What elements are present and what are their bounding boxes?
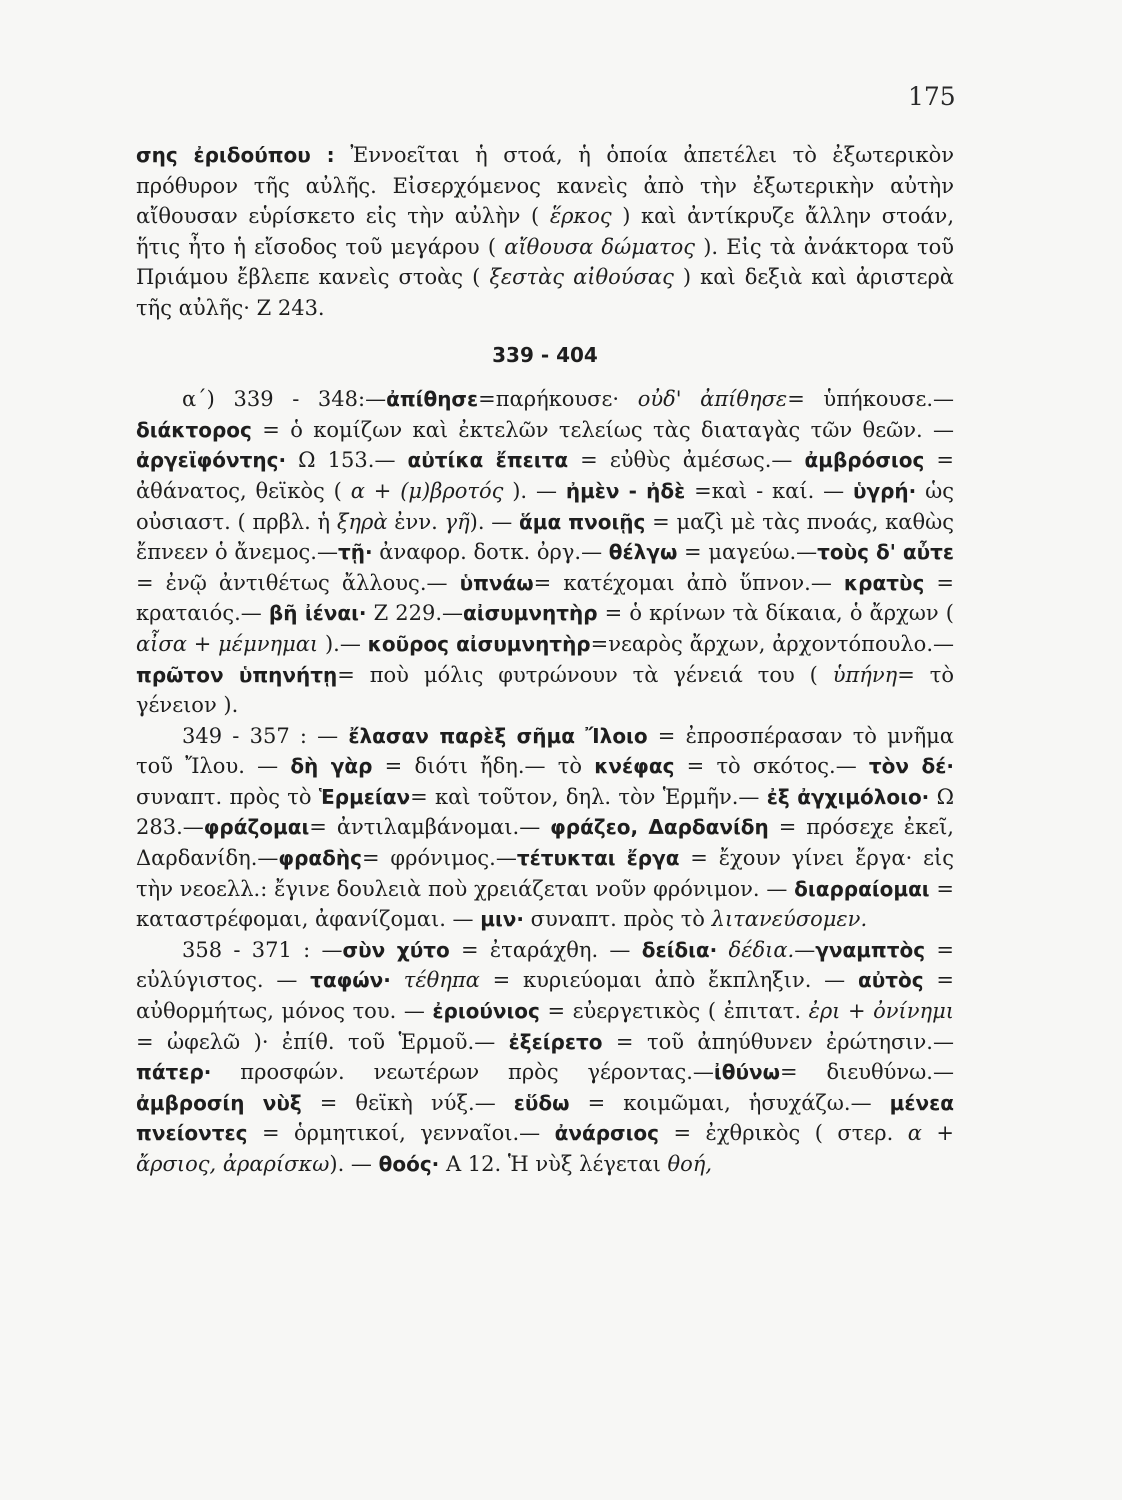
lemma: αὐτίκα ἔπειτα (407, 448, 569, 473)
gloss: ). — (469, 509, 520, 534)
lemma: ὑγρή· (852, 478, 917, 503)
gloss: ) καὶ δεξιὰ καὶ ἀριστερὰ τῆς αὐλῆς· Ζ 243. (136, 265, 954, 320)
greek-term: ἕρκος (549, 204, 623, 229)
gloss: Ἐννοεῖται ἡ στοά, ἡ ὁποία ἀπετέλει τὸ ἐξωτερικὸν πρόθυρον τῆς αὐλῆς. Εἰσερχόμενος κανεὶς ἀπὸ τὴν ἐξωτερικὴν αὐτὴν αἴθουσαν εὑρίσκετο εἰς τὴν αὐλὴν ( (136, 143, 954, 229)
gloss: = τὸ σκότος.— (674, 754, 869, 779)
gloss: ). — (329, 1152, 379, 1176)
lemma: ἐριούνιος (432, 999, 540, 1024)
lemma: δείδια· (641, 937, 718, 962)
lemma: ἐξείρετο (508, 1029, 603, 1054)
gloss: = ποὺ μόλις φυτρώνουν τὰ γένειά του ( (337, 662, 833, 687)
lemma: κνέφας (594, 754, 675, 779)
lemma: φράζομαι (203, 815, 310, 840)
greek-term: θοή, (667, 1152, 713, 1176)
lemma: δὴ γὰρ (290, 754, 373, 779)
lemma: μένεα πνείοντες (136, 1090, 954, 1146)
lemma: ὑπνάω (459, 570, 534, 595)
gloss: = ἀθάνατος, θεϊκὸς ( (136, 448, 954, 503)
gloss: = πρόσεχε ἐκεῖ, Δαρδανίδη.— (136, 815, 954, 871)
greek-term: οὐδ' ἀπίθησε (637, 387, 788, 412)
gloss: Α 12. Ἡ νὺξ λέγεται (439, 1152, 668, 1176)
lemma: μιν· (480, 907, 524, 932)
gloss: = κατέχομαι ἀπὸ ὕπνον.— (533, 570, 844, 595)
gloss: συναπτ. πρὸς τὸ (136, 784, 319, 809)
lemma: ἀπίθησε (386, 387, 479, 412)
greek-term: λιτανεύσομεν. (711, 907, 868, 932)
gloss: = μαγεύω.— (677, 540, 818, 565)
lemma: ἀμβρόσιος (804, 448, 925, 473)
paragraph-349-357 (136, 721, 954, 935)
gloss (717, 938, 728, 962)
lemma: ἀμβροσίη νὺξ (136, 1090, 302, 1115)
gloss: = ὠφελῶ )· ἐπίθ. τοῦ Ἑρμοῦ.— (136, 1029, 509, 1054)
lemma: σὺν χύτο (342, 937, 450, 962)
greek-term: α + (μ)βροτός (350, 478, 513, 503)
gloss: — (794, 937, 816, 962)
lemma: γναμπτὸς (815, 937, 926, 962)
gloss: = θεϊκὴ νύξ.— (301, 1090, 514, 1115)
gloss: = ἐπροσπέρασαν τὸ μνῆμα τοῦ Ἴλου. — (136, 723, 954, 779)
gloss: = ὁρμητικοί, γενναῖοι.— (247, 1121, 555, 1146)
gloss: = ὁ κρίνων τὰ δίκαια, ὁ ἄρχων ( (597, 601, 954, 626)
gloss: = ὑπήκουσε.— (787, 387, 954, 412)
lemma: διαρραίομαι (794, 876, 930, 901)
greek-term: δέδια. (728, 937, 795, 962)
lemma: πάτερ· (136, 1060, 212, 1085)
gloss: =καὶ - καί. — (685, 478, 853, 503)
lemma: ἀνάρσιος (554, 1121, 660, 1146)
gloss: ) καὶ ἀντίκρυζε ἄλλην στοάν, ἥτις ἦτο ἡ εἴσοδος τοῦ μεγάρου ( (136, 204, 954, 259)
lemma: τὸν δέ· (868, 754, 955, 779)
lemma: ταφών· (310, 968, 391, 993)
paragraph-339-348 (136, 384, 954, 721)
gloss: = κυριεύομαι ἀπὸ ἔκπληξιν. — (479, 968, 858, 993)
lemma: αἰσυμνητὴρ (463, 601, 598, 626)
gloss: = καταστρέφομαι, ἀφανίζομαι. — (136, 876, 954, 932)
verse-range: 358 - 371 : — (182, 937, 343, 962)
lemma: αὐτὸς (857, 968, 924, 993)
lemma: σης ἐριδούπου : (136, 143, 351, 167)
lemma: ἐξ ἀγχιμόλοιο· (766, 784, 930, 809)
lemma: ἰθύνω (713, 1060, 780, 1085)
gloss: = εὐθὺς ἀμέσως.— (568, 448, 805, 473)
greek-term: τέθηπα (403, 968, 480, 993)
paragraph-intro (136, 140, 954, 324)
lemma: φραδὴς (278, 846, 362, 871)
lemma: τοὺς δ' αὖτε (817, 540, 955, 565)
gloss: = ἐταράχθη. — (449, 937, 642, 962)
page-number: 175 (908, 82, 956, 111)
gloss: συναπτ. πρὸς τὸ (523, 907, 712, 932)
greek-term: γῆ (444, 509, 470, 534)
gloss: = διευθύνω.— (779, 1060, 954, 1085)
greek-term: ξεστὰς αἰθούσας (489, 265, 683, 290)
gloss: = τοῦ ἀπηύθυνεν ἐρώτησιν.— (602, 1029, 954, 1054)
gloss: Ω 153.— (286, 448, 408, 473)
lemma: εὕδω (513, 1090, 570, 1115)
paragraph-358-371 (136, 935, 954, 1180)
lemma: ἅμα πνοιῇς (519, 509, 646, 534)
lemma: ἔλασαν παρὲξ σῆμα Ἴλοιο (348, 723, 648, 748)
gloss: = διότι ἤδη.— τὸ (372, 754, 595, 779)
lemma: τῇ· (337, 540, 373, 565)
gloss: ).— (324, 631, 368, 656)
greek-term: αἶσα + μέμνημαι (136, 631, 325, 656)
verse-range: α΄) 339 - 348:— (182, 387, 387, 412)
greek-term: ξηρὰ (336, 509, 388, 534)
gloss: = κοιμῶμαι, ἡσυχάζω.— (569, 1090, 890, 1115)
lemma: πρῶτον ὑπηνήτῃ (136, 662, 338, 687)
gloss: = ἔχουν γίνει ἔργα· εἰς τὴν νεοελλ.: ἔγινε δουλειὰ ποὺ χρειάζεται νοῦν φρόνιμον. — (136, 846, 954, 901)
lemma: θέλγω (608, 540, 678, 565)
greek-term: ὑπήνη (832, 662, 898, 687)
gloss: = κραταιός.— (136, 570, 954, 626)
gloss: ἐνν. (387, 509, 445, 534)
gloss: ἀναφορ. δοτκ. ὀργ.— (372, 540, 609, 565)
greek-term: αἴθουσα δώματος (504, 234, 704, 259)
lemma: ἠμὲν - ἠδὲ (565, 478, 686, 503)
greek-term: α + ἄρσιος, ἀραρίσκω (136, 1121, 955, 1176)
greek-term: ἐρι + ὀνίνημι (808, 999, 954, 1024)
gloss: Ζ 229.— (366, 601, 464, 626)
lemma: βῆ ἰέναι· (268, 601, 367, 626)
gloss: = ὁ κομίζων καὶ ἐκτελῶν τελείως τὰς διαταγὰς τῶν θεῶν. — (251, 417, 954, 442)
gloss: = αὐθορμήτως, μόνος του. — (136, 968, 954, 1024)
lemma: διάκτορος (136, 417, 252, 442)
lemma: κοῦρος αἰσυμνητὴρ (367, 631, 591, 656)
lemma: κρατὺς (843, 570, 925, 595)
gloss: ὡς οὐσιαστ. ( πρβλ. ἡ (136, 478, 955, 534)
gloss: ). — (512, 478, 566, 503)
gloss: = εὐεργετικὸς ( ἐπιτατ. (539, 999, 809, 1024)
gloss: = μαζὶ μὲ τὰς πνοάς, καθὼς ἔπνεεν ὁ ἄνεμος.— (136, 509, 955, 565)
gloss: = εὐλύγιστος. — (136, 937, 954, 993)
gloss: Ω 283.— (136, 784, 955, 840)
gloss: = φρόνιμος.— (361, 846, 517, 871)
lemma: ἀργεϊφόντης· (136, 448, 287, 473)
gloss: =νεαρὸς ἄρχων, ἀρχοντόπουλο.— (590, 631, 955, 656)
gloss: = ἐχθρικὸς ( στερ. (659, 1121, 908, 1146)
lemma: Ἑρμείαν (318, 784, 411, 809)
lemma: φράζεο, Δαρδανίδη (550, 815, 769, 840)
gloss: = ἀντιλαμβάνομαι.— (309, 815, 551, 840)
section-heading: 339 - 404 (492, 342, 598, 367)
gloss: = καὶ τοῦτον, δηλ. τὸν Ἑρμῆν.— (410, 784, 767, 809)
gloss: προσφών. νεωτέρων πρὸς γέροντας.— (211, 1060, 714, 1085)
commentary-text (136, 140, 954, 1180)
gloss: = ἐνῷ ἀντιθέτως ἄλλους.— (136, 570, 460, 595)
lemma: θοός· (378, 1152, 440, 1176)
gloss (391, 968, 404, 992)
gloss: ). Εἰς τὰ ἀνάκτορα τοῦ Πριάμου ἔβλεπε κανεὶς στοὰς ( (136, 234, 955, 290)
gloss: = τὸ γένειον ). (136, 662, 954, 718)
gloss: =παρήκουσε· (478, 387, 638, 412)
verse-range: 349 - 357 : — (182, 723, 349, 748)
lemma: τέτυκται ἔργα (516, 846, 680, 871)
